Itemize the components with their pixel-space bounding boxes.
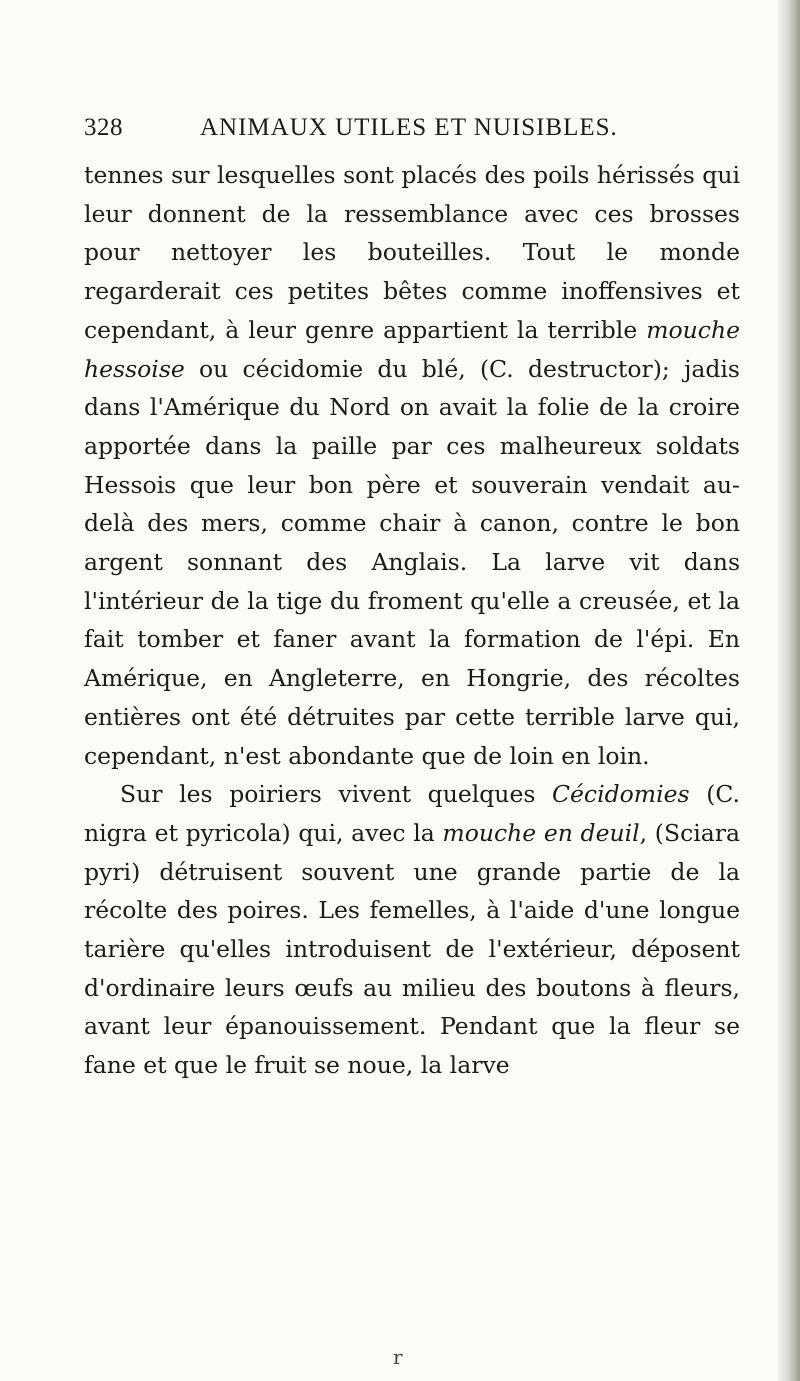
paragraph-1-text-c: ou cécidomie du blé, (C. destructor); jadis dans l'Amérique du Nord on avait la folie de la croire apportée dans la paille par ces malheureux soldats Hessois que leur bon père et souverain vendait au-delà des mers, comme chair à canon, contre le bon argent sonnant des Anglais. La larve vit dans l'intérieur de la tige du froment qu'elle a creusée, et la fait tomber et faner avant la formation de l'épi. En Amérique, en Angleterre, en Hongrie, des récoltes entières ont été détruites par cette terrible larve qui, cependant, n'est abondante que de loin en loin. (84, 354, 740, 770)
paragraph-2-text-c: (C. nigra et pyricola) qui, avec la (84, 780, 740, 847)
page-edge-shadow (778, 0, 800, 1381)
body-text (84, 156, 740, 1085)
paragraph-2-italic-term-1: Cécidomies (552, 780, 690, 809)
paragraph-2-italic-term-2: mouche en deuil (442, 818, 640, 847)
running-title: ANIMAUX UTILES ET NUISIBLES. (200, 114, 618, 141)
paragraph-1-text-a: tennes sur lesquelles sont placés des poils hérissés qui leur donnent de la ressemblance avec ces brosses pour nettoyer les bouteilles. Tout le monde regarderait ces petites bêtes comme inoffensives et cependant, à leur genre appartient la terrible (84, 161, 740, 344)
paragraph-2-text-a: Sur les poiriers vivent quelques (120, 780, 553, 809)
signature-mark: r (393, 1345, 403, 1369)
running-header (84, 108, 744, 148)
paragraph-1 (84, 156, 740, 775)
paragraph-2 (84, 775, 740, 1085)
paragraph-1-italic-term: mouche hessoise (84, 315, 740, 383)
paragraph-2-text-e: , (Sciara pyri) détruisent souvent une grande partie de la récolte des poires. Les femelles, à l'aide d'une longue tarière qu'elles introduisent de l'extérieur, déposent d'ordinaire leurs œufs au milieu des boutons à fleurs, avant leur épanouissement. Pendant que la fleur se fane et que le fruit se noue, la larve (84, 818, 741, 1080)
page-number: 328 (84, 114, 123, 141)
